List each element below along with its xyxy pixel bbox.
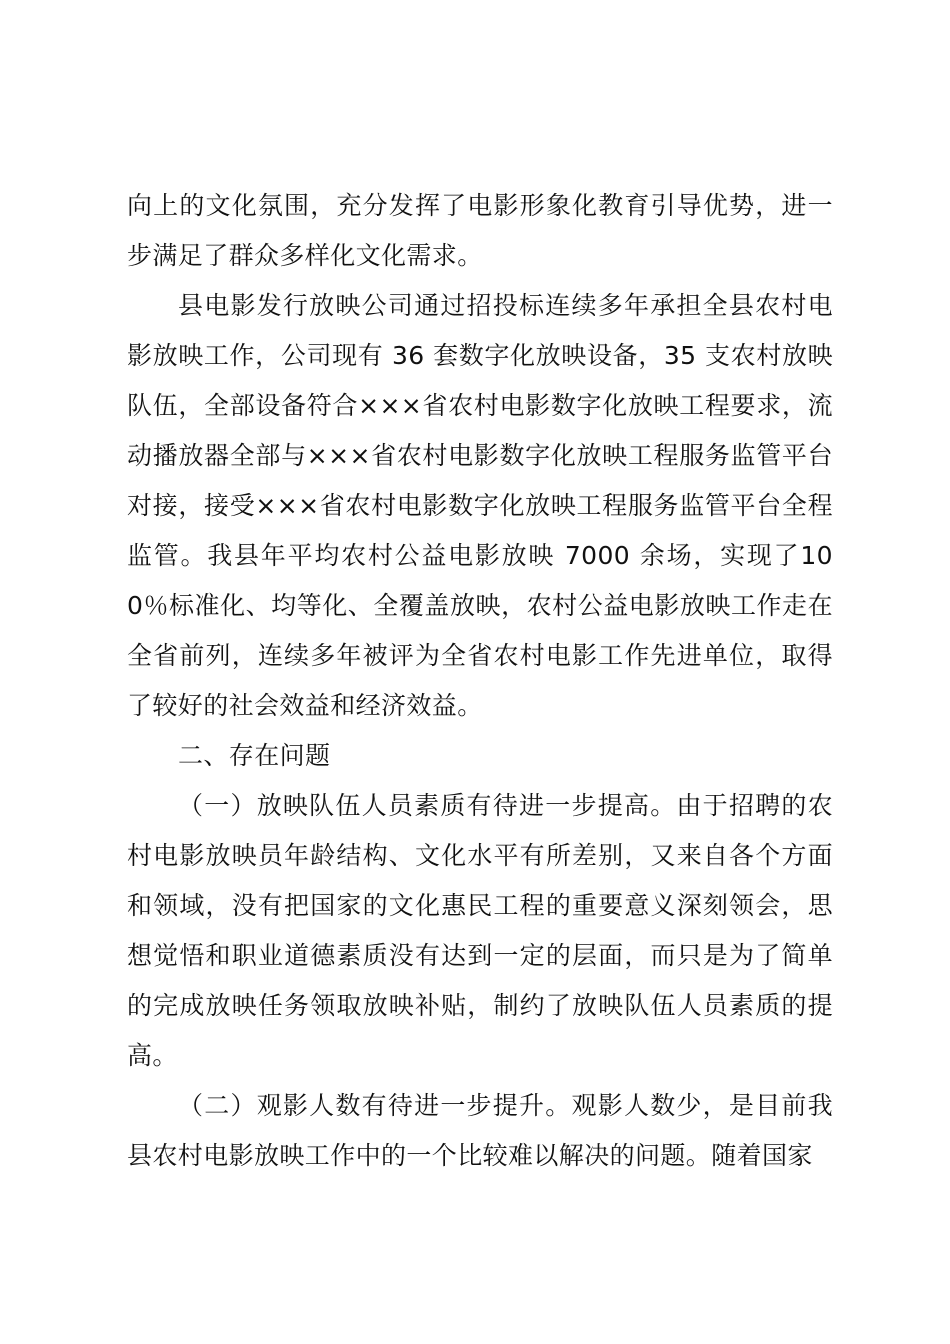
document-page bbox=[127, 181, 833, 1181]
section-heading: 二、存在问题 bbox=[178, 741, 331, 770]
paragraph-problem-1: （一）放映队伍人员素质有待进一步提高。由于招聘的农村电影放映员年龄结构、文化水平有所差别，又来自各个方面和领域，没有把国家的文化惠民工程的重要意义深刻领会，思想觉悟和职业道德素质没有达到一定的层面，而只是为了简单的完成放映任务领取放映补贴，制约了放映队伍人员素质的提高。 bbox=[127, 791, 833, 1070]
paragraph-problem-2: （二）观影人数有待进一步提升。观影人数少，是目前我县农村电影放映工作中的一个比较难以解决的问题。随着国家 bbox=[127, 1091, 833, 1170]
paragraph-continuation: 向上的文化氛围，充分发挥了电影形象化教育引导优势，进一步满足了群众多样化文化需求。 bbox=[127, 191, 833, 270]
paragraph-company-overview: 县电影发行放映公司通过招投标连续多年承担全县农村电影放映工作，公司现有 36 套数字化放映设备，35 支农村放映队伍，全部设备符合×××省农村电影数字化放映工程要求，流动播放器全部与×××省农村电影数字化放映工程服务监管平台对接，接受×××省农村电影数字化放映工程服务监管平台全程监管。我县年平均农村公益电影放映 7000 余场，实现了100％标准化、均等化、全覆盖放映，农村公益电影放映工作走在全省前列，连续多年被评为全省农村电影工作先进单位，取得了较好的社会效益和经济效益。 bbox=[127, 291, 833, 720]
